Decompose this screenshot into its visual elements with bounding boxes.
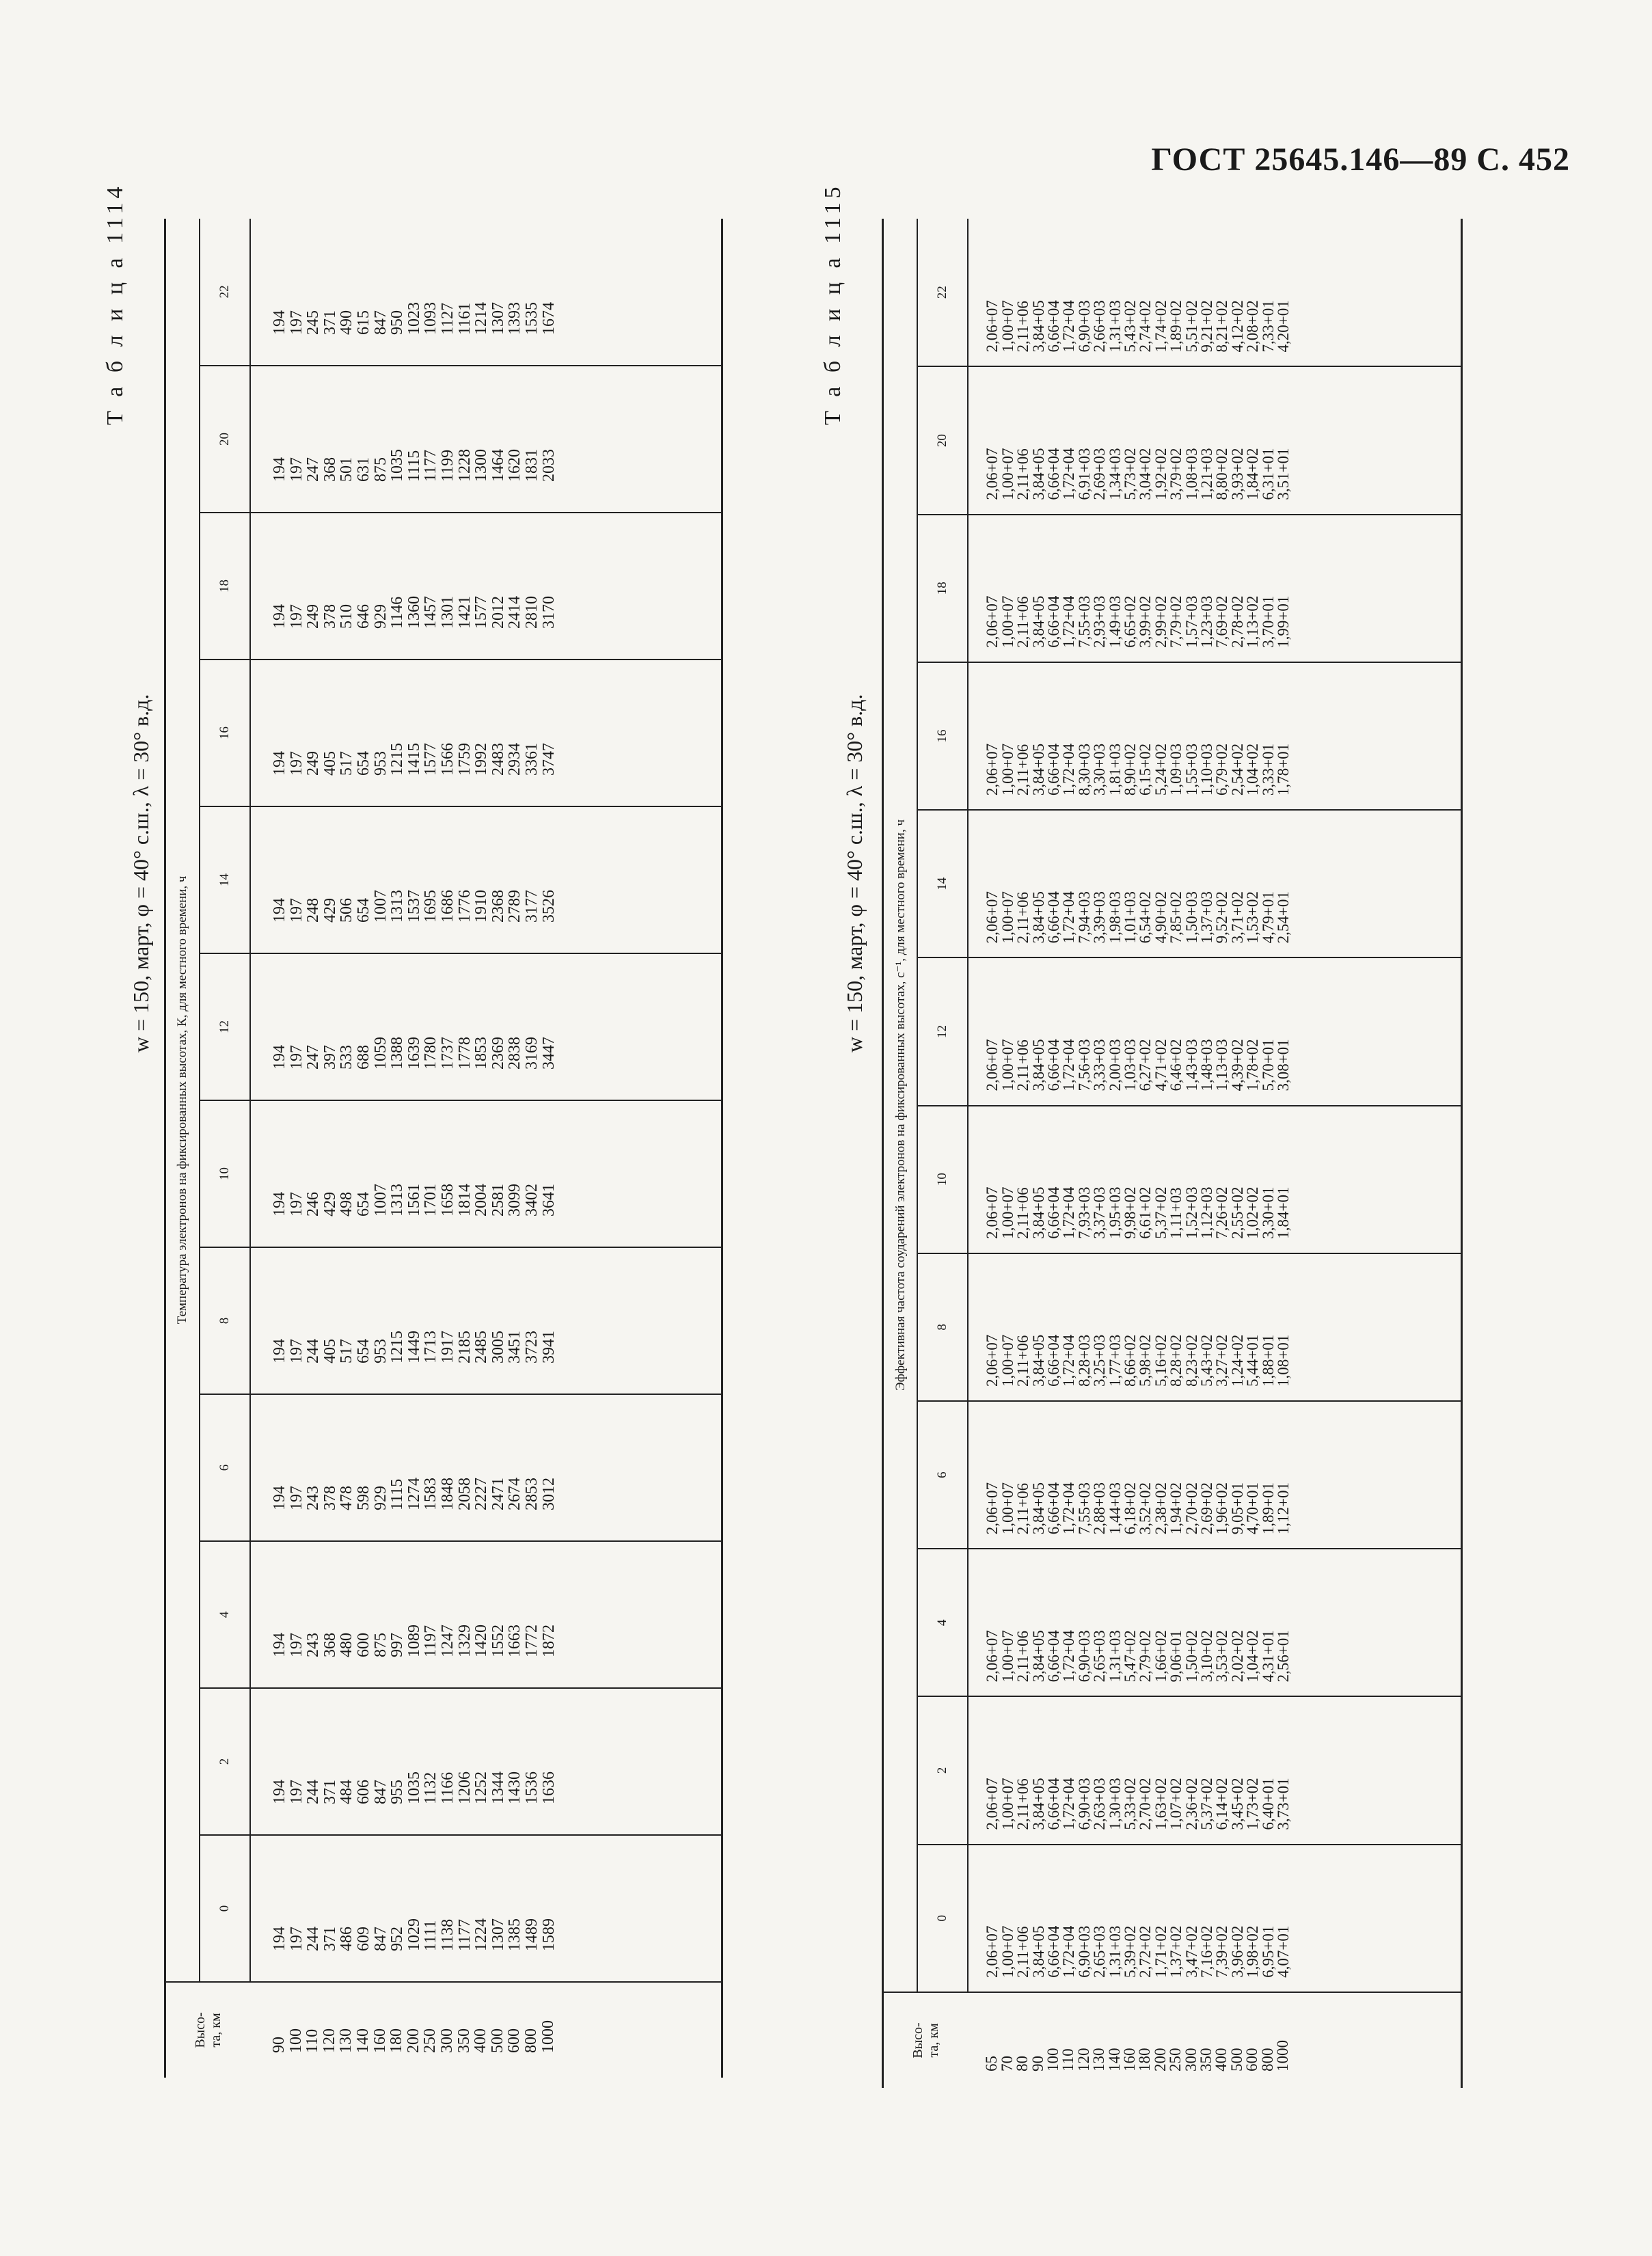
hour-column xyxy=(968,515,1461,662)
hour-header: 22 xyxy=(200,219,250,366)
hour-header: 12 xyxy=(917,957,968,1105)
hour-column xyxy=(968,1106,1461,1253)
hour-header: 16 xyxy=(200,660,250,806)
column-values: 2,06+07 1,00+07 2,11+06 3,84+05 6,66+04 1,72+04 6,91+03 2,69+03 1,34+03 5,73+02 3,04+02 1,92+02 3,79+02 1,08+03 1,21+03 8,80+02 3,93+02 1,84+02 6,31+01 3,51+01 xyxy=(984,448,1292,500)
column-values: 2,06+07 1,00+07 2,11+06 3,84+05 6,66+04 1,72+04 7,93+03 3,37+03 1,95+03 9,98+02 6,61+02 5,37+02 1,11+03 1,52+03 1,12+03 7,26+02 2,55+02 1,02+02 3,30+01 1,84+01 xyxy=(984,1186,1292,1239)
hour-column xyxy=(968,1845,1461,1992)
table-1115 xyxy=(882,219,1463,2088)
hour-header: 4 xyxy=(917,1549,968,1696)
hour-header: 4 xyxy=(200,1541,250,1688)
hour-header: 8 xyxy=(917,1253,968,1401)
column-values: 194 197 246 429 498 654 1007 1313 1561 1701 1658 1814 2004 2581 3099 3402 3641 xyxy=(271,1184,558,1217)
column-values: 2,06+07 1,00+07 2,11+06 3,84+05 6,66+04 1,72+04 7,55+03 2,93+03 1,49+03 6,65+02 3,99+02 2,99+02 7,79+02 1,57+03 1,23+03 7,69+02 2,78+02 1,13+02 3,70+01 1,99+01 xyxy=(984,595,1292,648)
column-values: 2,06+07 1,00+07 2,11+06 3,84+05 6,66+04 1,72+04 8,30+03 3,30+03 1,81+03 8,90+02 6,15+02 5,24+02 1,09+03 1,55+03 1,10+03 6,79+02 2,54+02 1,04+02 3,33+01 1,78+01 xyxy=(984,743,1292,796)
column-values: 194 197 243 378 478 598 929 1115 1274 1583 1848 2058 2227 2471 2674 2853 3012 xyxy=(271,1478,558,1510)
hour-header: 14 xyxy=(200,806,250,953)
column-values: 194 197 244 405 517 654 953 1215 1449 1713 1917 2185 2485 3005 3451 3723 3941 xyxy=(271,1331,558,1363)
column-values: 194 197 249 405 517 654 953 1215 1415 1577 1566 1759 1992 2483 2934 3361 3747 xyxy=(271,743,558,776)
hour-column xyxy=(250,953,722,1100)
hour-column xyxy=(968,366,1461,514)
hour-header: 8 xyxy=(200,1247,250,1394)
hour-column xyxy=(968,810,1461,957)
hour-header: 6 xyxy=(917,1401,968,1549)
hour-column xyxy=(250,660,722,806)
altitude-header: Высо- та, км xyxy=(165,1982,251,2078)
hour-column xyxy=(250,219,722,366)
hour-column xyxy=(250,1394,722,1541)
column-values: 2,06+07 1,00+07 2,11+06 3,84+05 6,66+04 1,72+04 6,90+03 2,66+03 1,31+03 5,43+02 2,74+02 1,74+02 1,89+02 5,51+02 9,21+02 8,21+02 4,12+02 2,08+02 7,33+01 4,20+01 xyxy=(984,300,1292,353)
hour-header: 16 xyxy=(917,662,968,810)
hour-header: 20 xyxy=(200,366,250,513)
hour-column xyxy=(250,1835,722,1982)
hour-header: 0 xyxy=(200,1835,250,1982)
hour-column xyxy=(968,1401,1461,1549)
hour-header: 18 xyxy=(917,515,968,662)
column-values: 2,06+07 1,00+07 2,11+06 3,84+05 6,66+04 1,72+04 6,90+03 2,63+03 1,30+03 5,33+02 2,70+02 1,63+02 1,07+02 2,36+02 5,37+02 6,14+02 3,45+02 1,73+02 6,40+01 3,73+01 xyxy=(984,1778,1292,1830)
table-1114 xyxy=(164,219,723,2078)
altitude-header: Высо- та, км xyxy=(883,1992,969,2088)
column-values: 2,06+07 1,00+07 2,11+06 3,84+05 6,66+04 1,72+04 6,90+03 2,65+03 1,31+03 5,39+02 2,72+02 1,71+02 1,37+02 3,47+02 7,16+02 7,39+02 3,96+02 1,98+02 6,95+01 4,07+01 xyxy=(984,1925,1292,1978)
hour-header: 6 xyxy=(200,1394,250,1541)
hour-column xyxy=(968,1549,1461,1696)
hour-header: 20 xyxy=(917,366,968,514)
hour-column xyxy=(250,1688,722,1835)
column-values: 2,06+07 1,00+07 2,11+06 3,84+05 6,66+04 1,72+04 8,28+03 3,25+03 1,77+03 8,66+02 5,98+02 5,16+02 8,28+02 8,23+02 5,43+02 3,27+02 1,24+02 5,44+01 1,88+01 1,08+01 xyxy=(984,1334,1292,1387)
column-values: 194 197 247 368 501 631 875 1035 1115 1177 1199 1228 1300 1464 1620 1831 2033 xyxy=(271,449,558,482)
hour-header: 22 xyxy=(917,219,968,366)
page-header: ГОСТ 25645.146—89 С. 452 xyxy=(1151,141,1570,178)
hour-header: 12 xyxy=(200,953,250,1100)
table-1115-title: w = 150, март, φ = 40° с.ш., λ = 30° в.д. xyxy=(842,694,867,1052)
hour-column xyxy=(968,957,1461,1105)
altitude-values: 90 100 110 120 130 140 160 180 200 250 300 350 400 500 600 800 1000 xyxy=(270,2020,557,2053)
column-values: 194 197 243 368 480 600 875 997 1089 1197 1247 1329 1420 1552 1663 1772 1872 xyxy=(271,1625,558,1657)
column-values: 194 197 244 371 484 606 847 955 1035 1132 1166 1206 1252 1344 1430 1536 1636 xyxy=(271,1771,558,1804)
hour-header: 2 xyxy=(200,1688,250,1835)
hour-column xyxy=(968,662,1461,810)
altitude-column xyxy=(968,1992,1461,2088)
column-values: 2,06+07 1,00+07 2,11+06 3,84+05 6,66+04 1,72+04 7,56+03 3,33+03 2,00+03 1,03+03 6,27+02 4,71+02 6,46+02 1,43+03 1,48+03 1,13+03 4,39+02 1,78+02 5,70+01 3,08+01 xyxy=(984,1039,1292,1091)
column-values: 194 197 248 429 506 654 1007 1313 1537 1695 1686 1776 1910 2368 2789 3177 3526 xyxy=(271,890,558,923)
column-values: 2,06+07 1,00+07 2,11+06 3,84+05 6,66+04 1,72+04 7,94+03 3,39+03 1,98+03 1,01+03 6,54+02 4,90+02 7,85+02 1,50+03 1,37+03 9,52+02 3,71+02 1,53+02 4,79+01 2,54+01 xyxy=(984,891,1292,944)
column-values: 2,06+07 1,00+07 2,11+06 3,84+05 6,66+04 1,72+04 6,90+03 2,65+03 1,31+03 5,47+02 2,79+02 1,66+02 9,06+01 1,50+02 3,10+02 3,53+02 2,02+02 1,04+02 4,31+01 2,56+01 xyxy=(984,1630,1292,1683)
hour-column xyxy=(250,1100,722,1247)
group-header: Эффективная частота соударений электронов на фиксированных высотах, с⁻¹, для местного времени, ч xyxy=(883,219,918,1992)
hour-header: 10 xyxy=(200,1100,250,1247)
hour-column xyxy=(250,806,722,953)
group-header: Температура электронов на фиксированных высотах, К, для местного времени, ч xyxy=(165,219,200,1982)
hour-header: 18 xyxy=(200,513,250,660)
hour-header: 2 xyxy=(917,1696,968,1844)
hour-column xyxy=(968,1696,1461,1844)
table-1115-grid xyxy=(882,219,1463,2088)
hour-header: 10 xyxy=(917,1106,968,1253)
table-1114-grid xyxy=(164,219,723,2078)
column-values: 2,06+07 1,00+07 2,11+06 3,84+05 6,66+04 1,72+04 7,55+03 2,88+03 1,44+03 6,18+02 3,52+02 2,38+02 1,94+02 2,70+02 2,69+02 1,96+02 9,05+01 4,70+01 1,89+01 1,12+01 xyxy=(984,1482,1292,1535)
hour-column xyxy=(250,1247,722,1394)
column-values: 194 197 245 371 490 615 847 950 1023 1093 1127 1161 1214 1307 1393 1535 1674 xyxy=(271,302,558,335)
hour-column xyxy=(250,513,722,660)
column-values: 194 197 249 378 510 646 929 1146 1360 1457 1301 1421 1577 2012 2414 2810 3170 xyxy=(271,596,558,629)
hour-header: 0 xyxy=(917,1845,968,1992)
table-1115-number: Т а б л и ц а 1115 xyxy=(820,182,845,425)
column-values: 194 197 247 397 533 688 1059 1388 1639 1780 1737 1778 1853 2369 2838 3169 3447 xyxy=(271,1037,558,1070)
hour-column xyxy=(250,1541,722,1688)
table-1114-number: Т а б л и ц а 1114 xyxy=(103,182,128,425)
hour-header: 14 xyxy=(917,810,968,957)
altitude-column xyxy=(250,1982,722,2078)
table-1114-title: w = 150, март, φ = 40° с.ш., λ = 30° в.д. xyxy=(128,694,153,1052)
column-values: 194 197 244 371 486 609 847 952 1029 1111 1138 1177 1224 1307 1385 1489 1589 xyxy=(271,1918,558,1951)
hour-column xyxy=(968,1253,1461,1401)
altitude-values: 65 70 80 90 100 110 120 130 140 160 180 200 250 300 350 400 500 600 800 1000 xyxy=(983,2040,1292,2071)
hour-column xyxy=(250,366,722,513)
hour-column xyxy=(968,219,1461,366)
